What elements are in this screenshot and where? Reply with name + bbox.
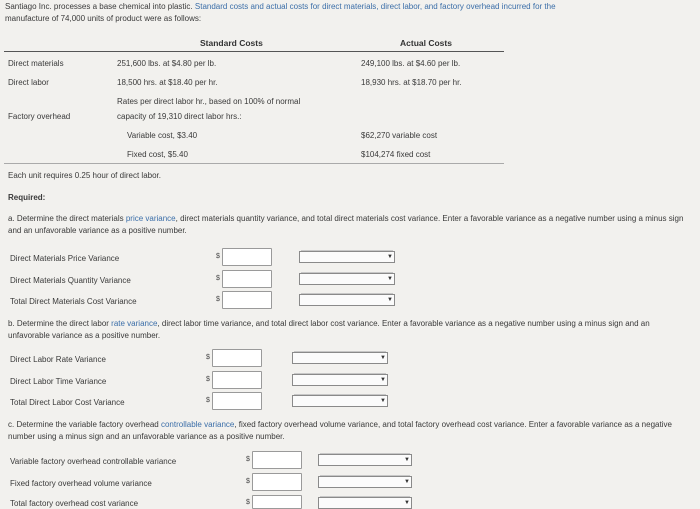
dl-total-variance-select[interactable] — [292, 395, 388, 407]
rates-line-1: Rates per direct labor hr., based on 100% of normal — [117, 97, 301, 106]
intro-text-2: Standard costs and actual costs for direct materials, direct labor, and factory overhead incurred for the — [194, 2, 556, 11]
part-c-instructions — [8, 419, 693, 443]
part-c-instr-rest: , fixed factory overhead volume variance, and total factory overhead cost variance. Enter a favorable variance as a negative number using a minus sign and an unfavorable variance as a positive number. — [8, 420, 672, 441]
dm-total-variance-select[interactable] — [299, 294, 395, 306]
foh-volume-variance-label: Fixed factory overhead volume variance — [10, 479, 152, 488]
part-c-instr-highlight: controllable variance — [160, 420, 235, 429]
part-b-instr-rest: , direct labor time variance, and total direct labor cost variance. Enter a favorable variance as a negative number using a minus sign and an unfavorable variance as a positive number. — [8, 319, 650, 340]
dm-price-variance-select[interactable] — [299, 251, 395, 263]
voh-controllable-variance-select[interactable] — [318, 454, 412, 466]
unit-note: Each unit requires 0.25 hour of direct labor. — [8, 171, 161, 180]
chevron-down-icon: ▼ — [387, 297, 393, 303]
dm-total-dollar: $ — [216, 296, 220, 303]
dm-price-dollar: $ — [216, 253, 220, 260]
intro-text-1: Santiago Inc. processes a base chemical into plastic. — [5, 2, 195, 11]
voh-controllable-dollar: $ — [246, 456, 250, 463]
dm-total-variance-input[interactable] — [222, 291, 272, 309]
voh-controllable-variance-input[interactable] — [252, 451, 302, 469]
dl-rate-variance-input[interactable] — [212, 349, 262, 367]
chevron-down-icon: ▼ — [404, 457, 410, 463]
problem-intro — [5, 1, 695, 25]
dm-quantity-variance-label: Direct Materials Quantity Variance — [10, 276, 131, 285]
chevron-down-icon: ▼ — [380, 355, 386, 361]
part-b-instr-prefix: b. Determine the direct labor — [8, 319, 112, 328]
foh-total-dollar: $ — [246, 499, 250, 506]
dm-quantity-dollar: $ — [216, 275, 220, 282]
dm-price-variance-label: Direct Materials Price Variance — [10, 254, 120, 263]
direct-labor-standard: 18,500 hrs. at $18.40 per hr. — [117, 78, 218, 87]
fixed-cost-standard: Fixed cost, $5.40 — [127, 150, 188, 159]
foh-total-variance-select[interactable] — [318, 497, 412, 509]
voh-controllable-variance-label: Variable factory overhead controllable variance — [10, 457, 177, 466]
part-a-instructions — [8, 213, 693, 237]
dl-total-variance-label: Total Direct Labor Cost Variance — [10, 398, 125, 407]
dl-rate-dollar: $ — [206, 354, 210, 361]
direct-labor-label: Direct labor — [8, 78, 49, 87]
foh-total-variance-input[interactable] — [252, 495, 302, 509]
variable-cost-actual: $62,270 variable cost — [361, 131, 438, 140]
direct-labor-actual: 18,930 hrs. at $18.70 per hr. — [361, 78, 462, 87]
chevron-down-icon: ▼ — [404, 479, 410, 485]
chevron-down-icon: ▼ — [387, 254, 393, 260]
fixed-cost-actual: $104,274 fixed cost — [361, 150, 431, 159]
part-b-instr-highlight: rate variance — [111, 319, 158, 328]
part-a-instr-prefix: a. Determine the direct materials — [8, 214, 126, 223]
part-a-instr-highlight: price variance — [125, 214, 176, 223]
direct-materials-standard: 251,600 lbs. at $4.80 per lb. — [117, 59, 217, 68]
standard-costs-header: Standard Costs — [200, 38, 263, 48]
required-label: Required: — [8, 193, 46, 202]
chevron-down-icon: ▼ — [380, 377, 386, 383]
factory-overhead-label: Factory overhead — [8, 112, 71, 121]
dl-time-dollar: $ — [206, 376, 210, 383]
dl-time-variance-select[interactable] — [292, 374, 388, 386]
dm-quantity-variance-select[interactable] — [299, 273, 395, 285]
dl-total-variance-input[interactable] — [212, 392, 262, 410]
table-top-rule — [4, 51, 504, 52]
variable-cost-standard: Variable cost, $3.40 — [127, 131, 198, 140]
chevron-down-icon: ▼ — [387, 276, 393, 282]
actual-costs-header: Actual Costs — [400, 38, 452, 48]
chevron-down-icon: ▼ — [404, 500, 410, 506]
foh-volume-variance-select[interactable] — [318, 476, 412, 488]
part-a-instr-rest: , direct materials quantity variance, and total direct materials cost variance. Enter a favorable variance as a negative number using a minus sign and an unfavorable variance as a positive number. — [8, 214, 684, 235]
direct-materials-actual: 249,100 lbs. at $4.60 per lb. — [361, 59, 461, 68]
dl-time-variance-label: Direct Labor Time Variance — [10, 377, 107, 386]
part-c-instr-prefix: c. Determine the variable factory overhead — [8, 420, 161, 429]
rates-line-2: capacity of 19,310 direct labor hrs.: — [117, 112, 242, 121]
dm-quantity-variance-input[interactable] — [222, 270, 272, 288]
part-b-instructions — [8, 318, 693, 342]
intro-text-3: manufacture of 74,000 units of product were as follows: — [5, 14, 202, 23]
table-bottom-rule — [4, 163, 504, 164]
foh-volume-dollar: $ — [246, 478, 250, 485]
dm-price-variance-input[interactable] — [222, 248, 272, 266]
dl-rate-variance-label: Direct Labor Rate Variance — [10, 355, 106, 364]
foh-volume-variance-input[interactable] — [252, 473, 302, 491]
foh-total-variance-label: Total factory overhead cost variance — [10, 499, 139, 508]
dl-total-dollar: $ — [206, 397, 210, 404]
dm-total-variance-label: Total Direct Materials Cost Variance — [10, 297, 137, 306]
chevron-down-icon: ▼ — [380, 398, 386, 404]
dl-rate-variance-select[interactable] — [292, 352, 388, 364]
direct-materials-label: Direct materials — [8, 59, 64, 68]
dl-time-variance-input[interactable] — [212, 371, 262, 389]
